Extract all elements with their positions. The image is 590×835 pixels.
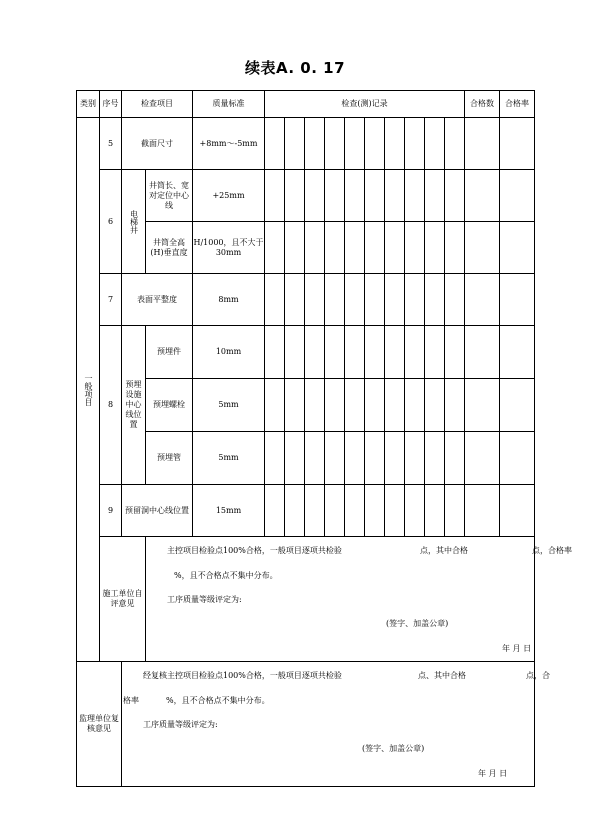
construction-line2: %，且不合格点不集中分布。 bbox=[174, 571, 278, 580]
header-category: 类别 bbox=[77, 91, 100, 118]
construction-line1b: 点，其中合格 bbox=[420, 546, 468, 555]
standard-cell: H/1000，且不大于30mm bbox=[193, 222, 265, 274]
supervision-opinion-row bbox=[77, 662, 535, 787]
header-row bbox=[77, 91, 535, 118]
supervision-line1c: 点，合 bbox=[526, 671, 550, 680]
supervision-line2a: 格率 bbox=[123, 696, 139, 705]
construction-line1a: 主控项目检验点100%合格，一般项目逐项共检验 bbox=[167, 546, 342, 555]
item-cell: 预埋管 bbox=[146, 432, 193, 485]
supervision-label: 监理单位复核意见 bbox=[77, 662, 122, 787]
standard-cell: +8mm～-5mm bbox=[193, 118, 265, 170]
header-pass-rate: 合格率 bbox=[500, 91, 535, 118]
construction-line3: 工序质量等级评定为: bbox=[167, 595, 242, 604]
header-item: 检查项目 bbox=[122, 91, 193, 118]
standard-cell: 10mm bbox=[193, 326, 265, 379]
seq-cell: 5 bbox=[100, 118, 122, 170]
standard-cell: 15mm bbox=[193, 485, 265, 537]
table-row bbox=[77, 432, 535, 485]
seq-cell: 6 bbox=[100, 170, 122, 274]
header-record: 检查(测)记录 bbox=[265, 91, 465, 118]
supervision-line2b: %，且不合格点不集中分布。 bbox=[166, 696, 270, 705]
construction-label: 施工单位自评意见 bbox=[100, 537, 146, 662]
table-row bbox=[77, 222, 535, 274]
header-seq: 序号 bbox=[100, 91, 122, 118]
construction-opinion bbox=[146, 537, 572, 662]
table-row bbox=[77, 170, 535, 222]
table-row bbox=[77, 118, 535, 170]
standard-cell: 5mm bbox=[193, 379, 265, 432]
header-pass-count: 合格数 bbox=[465, 91, 500, 118]
item-cell: 预留洞中心线位置 bbox=[122, 485, 193, 537]
standard-cell: 5mm bbox=[193, 432, 265, 485]
item-cell: 井筒长、宽对定位中心线 bbox=[146, 170, 193, 222]
table-row bbox=[77, 274, 535, 326]
item-cell: 预埋件 bbox=[146, 326, 193, 379]
supervision-opinion bbox=[122, 662, 550, 787]
item-cell: 预埋螺栓 bbox=[146, 379, 193, 432]
category-general: 一般项目 bbox=[77, 118, 100, 662]
item-cell: 井筒全高(H)垂直度 bbox=[146, 222, 193, 274]
seq-cell: 9 bbox=[100, 485, 122, 537]
seq-cell: 7 bbox=[100, 274, 122, 326]
standard-cell: 8mm bbox=[193, 274, 265, 326]
group-cell: 电梯井 bbox=[122, 170, 146, 274]
supervision-date: 年 月 日 bbox=[478, 769, 508, 778]
item-cell: 表面平整度 bbox=[122, 274, 193, 326]
seq-cell: 8 bbox=[100, 326, 122, 485]
construction-line1c: 点，合格率 bbox=[532, 546, 572, 555]
table-row bbox=[77, 326, 535, 379]
supervision-sign: (签字、加盖公章) bbox=[362, 744, 425, 753]
supervision-line1a: 经复核主控项目检验点100%合格，一般项目逐项共检验 bbox=[143, 671, 342, 680]
table-row bbox=[77, 485, 535, 537]
supervision-line3: 工序质量等级评定为: bbox=[143, 720, 218, 729]
group-cell: 预埋设施中心线位置 bbox=[122, 326, 146, 485]
header-standard: 质量标准 bbox=[193, 91, 265, 118]
inspection-table bbox=[76, 90, 572, 787]
page-title: 续表A. 0. 17 bbox=[244, 59, 346, 77]
table-row bbox=[77, 379, 535, 432]
construction-sign: (签字、加盖公章) bbox=[386, 619, 449, 628]
item-cell: 截面尺寸 bbox=[122, 118, 193, 170]
supervision-line1b: 点、其中合格 bbox=[418, 671, 466, 680]
construction-opinion-row bbox=[77, 537, 535, 662]
construction-date: 年 月 日 bbox=[502, 644, 532, 653]
standard-cell: +25mm bbox=[193, 170, 265, 222]
